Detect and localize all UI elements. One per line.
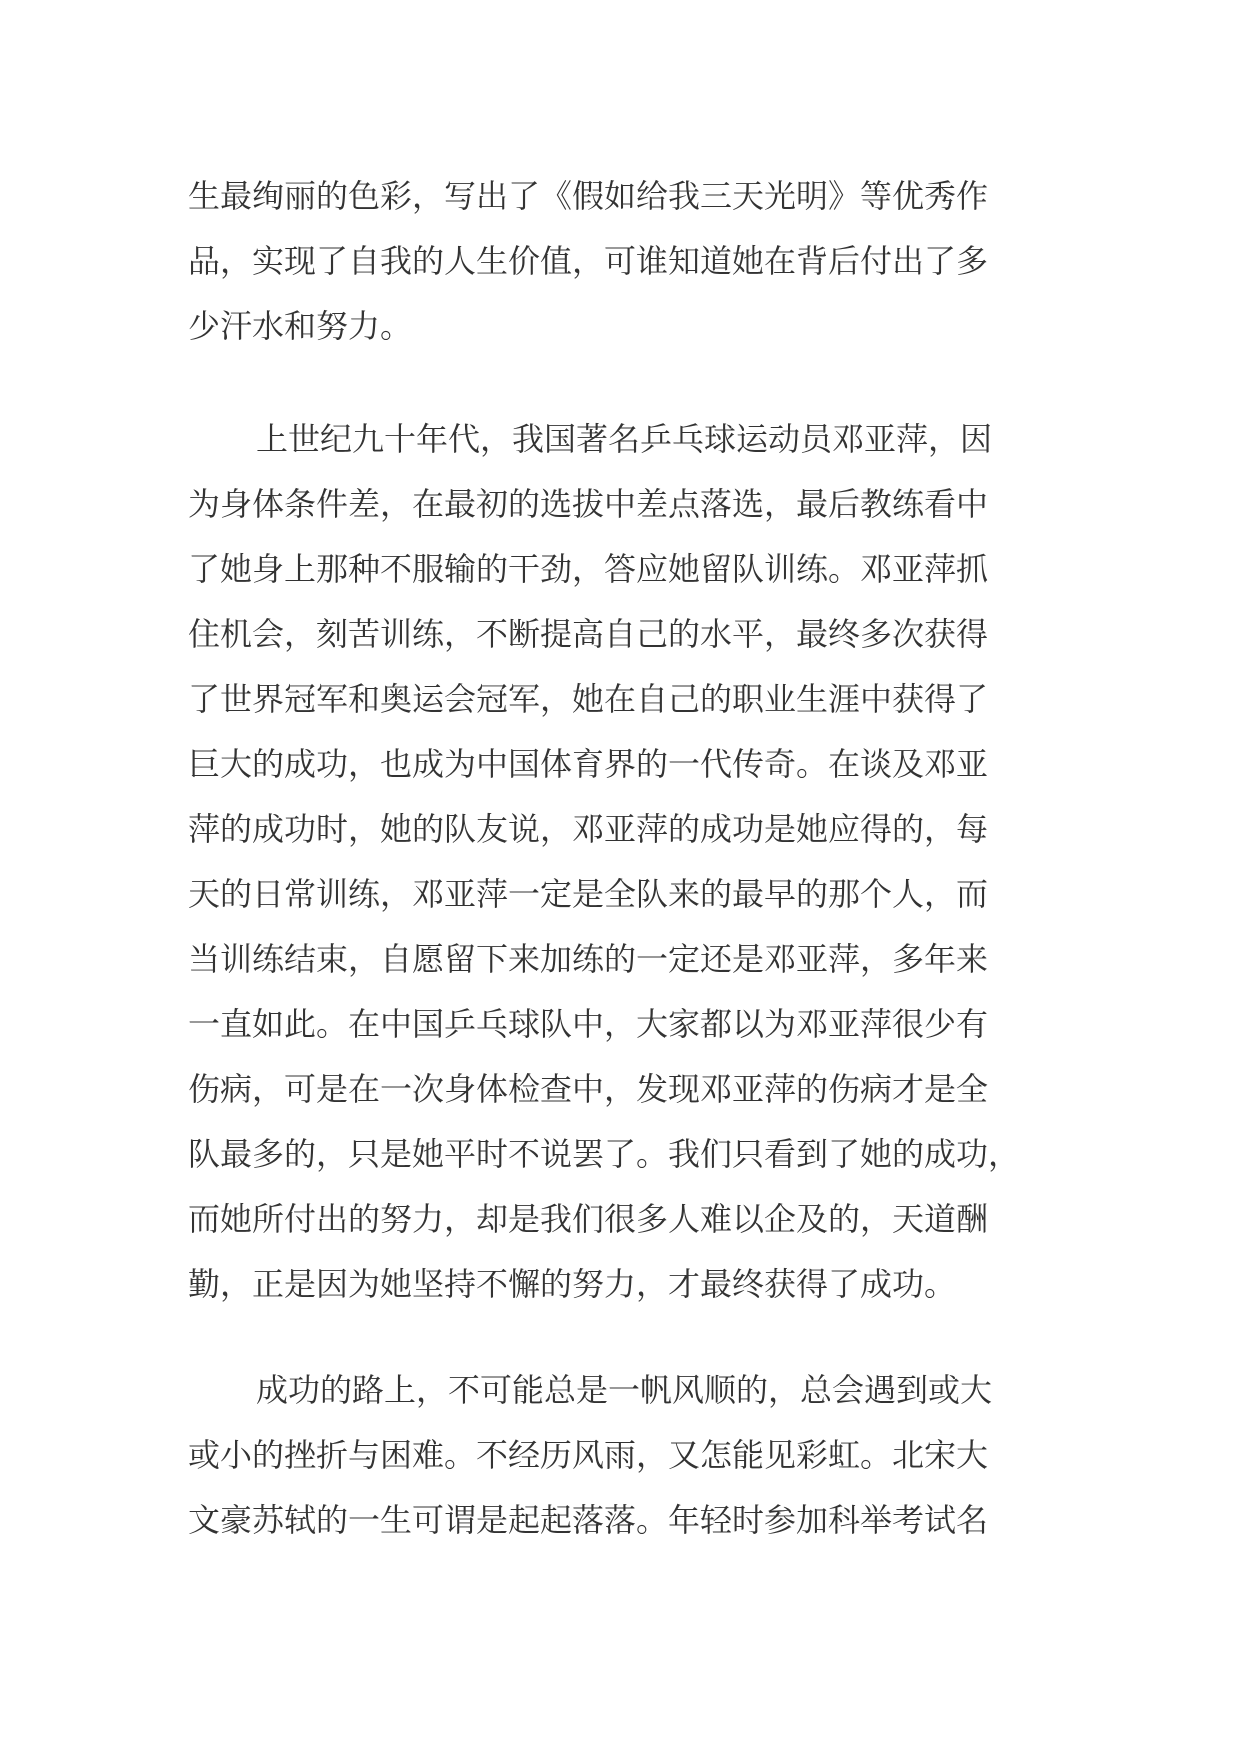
text-line: 当训练结束，自愿留下来加练的一定还是邓亚萍，多年来 [188, 940, 989, 978]
text-line: 生最绚丽的色彩，写出了《假如给我三天光明》等优秀作 [188, 177, 989, 215]
text-line: 文豪苏轼的一生可谓是起起落落。年轻时参加科举考试名 [188, 1501, 989, 1539]
text-line: 天的日常训练，邓亚萍一定是全队来的最早的那个人，而 [188, 875, 989, 913]
text-line: 而她所付出的努力，却是我们很多人难以企及的，天道酬 [188, 1200, 989, 1238]
text-line: 一直如此。在中国乒乓球队中，大家都以为邓亚萍很少有 [188, 1005, 989, 1043]
paragraph-1 [188, 164, 1068, 359]
text-line: 了世界冠军和奥运会冠军，她在自己的职业生涯中获得了 [188, 680, 989, 718]
text-line: 品，实现了自我的人生价值，可谁知道她在背后付出了多 [188, 242, 989, 280]
text-line: 勤，正是因为她坚持不懈的努力，才最终获得了成功。 [188, 1265, 957, 1303]
text-line: 队最多的，只是她平时不说罢了。我们只看到了她的成功， [188, 1135, 1021, 1173]
text-line: 少汗水和努力。 [188, 307, 413, 345]
text-line: 伤病，可是在一次身体检查中，发现邓亚萍的伤病才是全 [188, 1070, 989, 1108]
text-line: 萍的成功时，她的队友说，邓亚萍的成功是她应得的，每 [188, 810, 989, 848]
paragraph-3 [188, 1358, 1068, 1553]
text-line: 了她身上那种不服输的干劲，答应她留队训练。邓亚萍抓 [188, 550, 989, 588]
text-line: 住机会，刻苦训练，不断提高自己的水平，最终多次获得 [188, 615, 989, 653]
text-line: 巨大的成功，也成为中国体育界的一代传奇。在谈及邓亚 [188, 745, 989, 783]
text-line: 为身体条件差，在最初的选拔中差点落选，最后教练看中 [188, 485, 989, 523]
text-line: 或小的挫折与困难。不经历风雨，又怎能见彩虹。北宋大 [188, 1436, 989, 1474]
text-line: 上世纪九十年代，我国著名乒乓球运动员邓亚萍，因 [256, 420, 993, 458]
paragraph-2 [188, 407, 1068, 1317]
text-line: 成功的路上，不可能总是一帆风顺的，总会遇到或大 [256, 1371, 993, 1409]
